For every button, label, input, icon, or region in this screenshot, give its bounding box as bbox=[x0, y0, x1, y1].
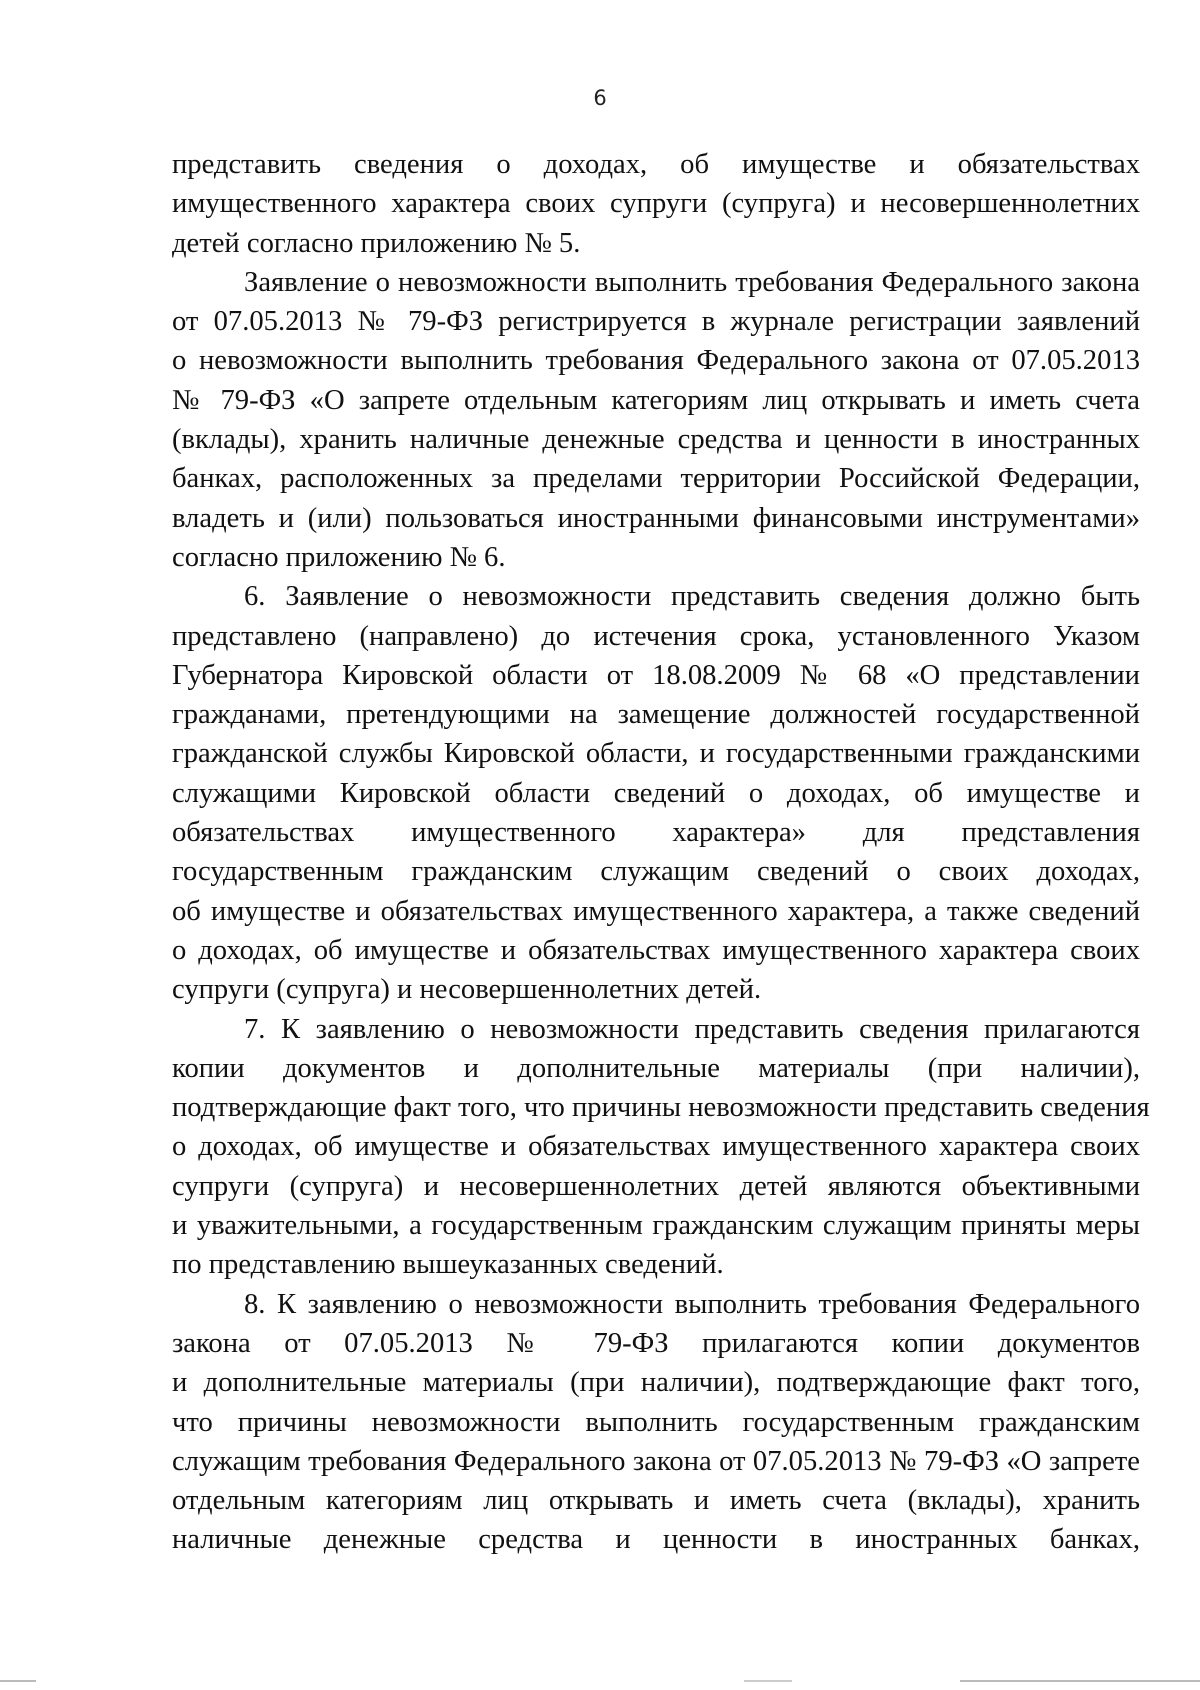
document-body bbox=[172, 145, 1150, 1560]
text-line: о невозможности выполнить требования Федерального закона от 07.05.2013 bbox=[172, 345, 1140, 377]
text-line: о доходах, об имуществе и обязательствах имущественного характера своих bbox=[172, 934, 1140, 966]
text-line: копии документов и дополнительные материалы (при наличии), bbox=[172, 1052, 1140, 1084]
text-line: служащим требования Федерального закона от 07.05.2013 № 79-ФЗ «О запрете bbox=[172, 1445, 1140, 1477]
text-line: гражданами, претендующими на замещение должностей государственной bbox=[172, 699, 1140, 731]
text-line: государственным гражданским служащим сведений о своих доходах, bbox=[172, 856, 1140, 888]
text-line: гражданской службы Кировской области, и государственными гражданскими bbox=[172, 738, 1140, 770]
text-line: отдельным категориям лиц открывать и иметь счета (вклады), хранить bbox=[172, 1485, 1140, 1517]
text-line: супруги (супруга) и несовершеннолетних детей. bbox=[172, 974, 762, 1006]
scan-bottom-edge bbox=[0, 1680, 1200, 1682]
text-line: о доходах, об имуществе и обязательствах имущественного характера своих bbox=[172, 1131, 1140, 1163]
text-line: представлено (направлено) до истечения срока, установленного Указом bbox=[172, 620, 1140, 652]
text-line: представить сведения о доходах, об имуществе и обязательствах bbox=[172, 149, 1140, 180]
text-line: подтверждающие факт того, что причины невозможности представить сведения bbox=[172, 1092, 1150, 1124]
text-line: согласно приложению № 6. bbox=[172, 541, 506, 573]
text-line: от 07.05.2013 № 79-ФЗ регистрируется в журнале регистрации заявлений bbox=[172, 306, 1140, 338]
text-line: (вклады), хранить наличные денежные средства и ценности в иностранных bbox=[172, 424, 1140, 456]
text-line: служащими Кировской области сведений о доходах, об имуществе и bbox=[172, 777, 1140, 809]
text-line: 7. К заявлению о невозможности представить сведения прилагаются bbox=[244, 1013, 1140, 1045]
text-line: банках, расположенных за пределами территории Российской Федерации, bbox=[172, 463, 1140, 495]
text-line: и уважительными, а государственным гражданским служащим приняты меры bbox=[172, 1210, 1140, 1242]
text-line: обязательствах имущественного характера» для представления bbox=[172, 817, 1140, 849]
text-line: что причины невозможности выполнить государственным гражданским bbox=[172, 1406, 1140, 1438]
text-line: имущественного характера своих супруги (супруга) и несовершеннолетних bbox=[172, 188, 1140, 220]
text-line: № 79-ФЗ «О запрете отдельным категориям лиц открывать и иметь счета bbox=[172, 384, 1140, 416]
text-line: 6. Заявление о невозможности представить сведения должно быть bbox=[244, 581, 1140, 613]
paragraph-statement-registration bbox=[172, 263, 1140, 577]
text-line: Губернатора Кировской области от 18.08.2009 № 68 «О представлении bbox=[172, 659, 1140, 691]
page-number: 6 bbox=[593, 86, 607, 110]
text-line: супруги (супруга) и несовершеннолетних детей являются объективными bbox=[172, 1170, 1140, 1202]
text-line: по представлению вышеуказанных сведений. bbox=[172, 1249, 724, 1281]
text-line: детей согласно приложению № 5. bbox=[172, 227, 581, 259]
paragraph-item-8 bbox=[172, 1285, 1140, 1560]
text-line: 8. К заявлению о невозможности выполнить требования Федерального bbox=[244, 1288, 1140, 1320]
text-line: закона от 07.05.2013 № 79-ФЗ прилагаются копии документов bbox=[172, 1327, 1140, 1359]
paragraph-continuation bbox=[172, 145, 1140, 263]
paragraph-item-6 bbox=[172, 577, 1140, 1009]
text-line: Заявление о невозможности выполнить требования Федерального закона bbox=[244, 266, 1140, 298]
text-line: об имуществе и обязательствах имущественного характера, а также сведений bbox=[172, 895, 1140, 927]
text-line: и дополнительные материалы (при наличии), подтверждающие факт того, bbox=[172, 1367, 1140, 1399]
text-line: владеть и (или) пользоваться иностранными финансовыми инструментами» bbox=[172, 502, 1140, 534]
paragraph-item-7 bbox=[172, 1010, 1150, 1285]
text-line: наличные денежные средства и ценности в иностранных банках, bbox=[172, 1524, 1140, 1556]
